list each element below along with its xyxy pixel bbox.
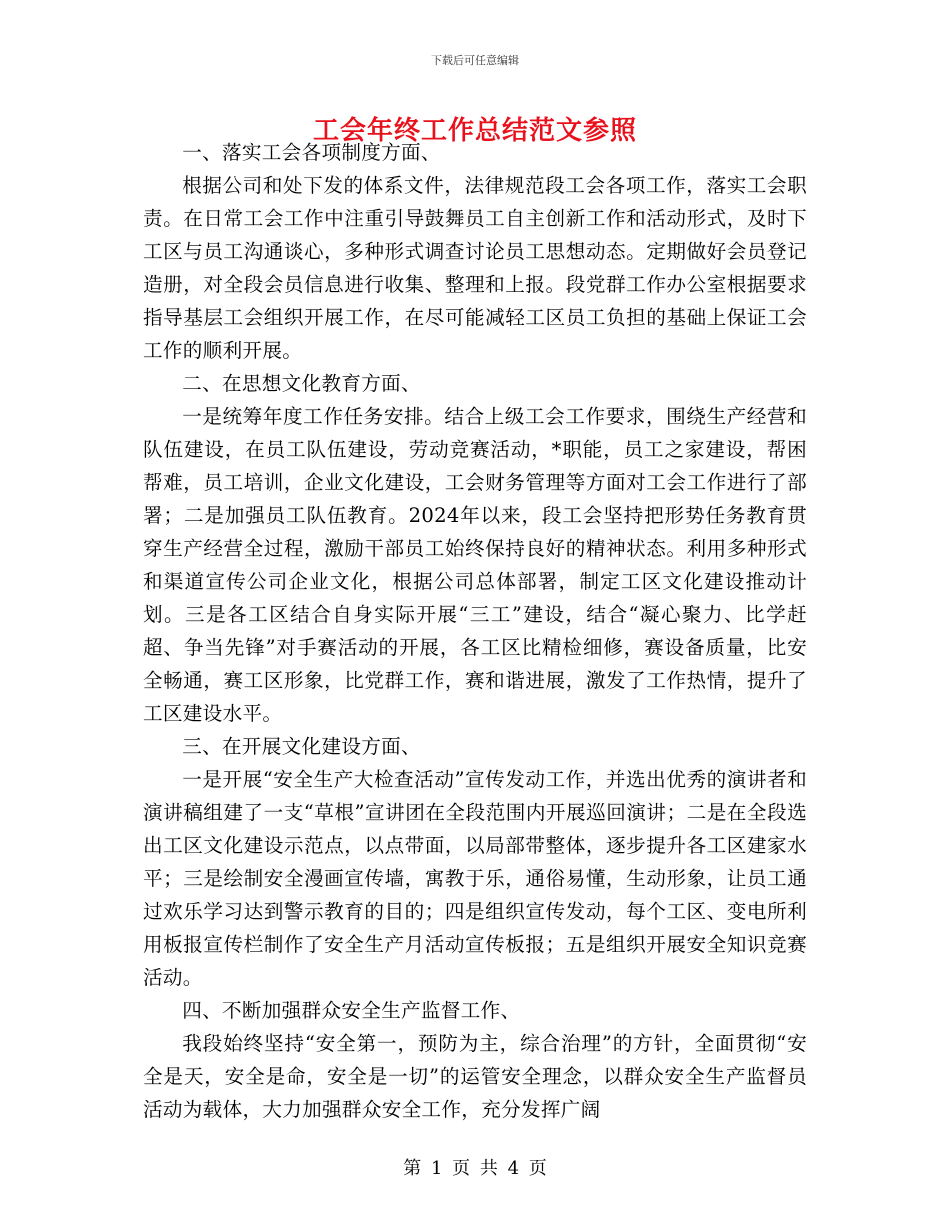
header-note: 下载后可任意编辑 xyxy=(431,54,519,67)
page-number-footer: 第 1 页 共 4 页 xyxy=(403,1158,547,1179)
body-paragraph-1: 根据公司和处下发的体系文件，法律规范段工会各项工作，落实工会职责。在日常工会工作中注重引导鼓舞员工自主创新工作和活动形式，及时下工区与员工沟通谈心，多种形式调查讨论员工思想动态。定期做好会员登记造册，对全段会员信息进行收集、整理和上报。段党群工作办公室根据要求指导基层工会组织开展工作，在尽可能减轻工区员工负担的基础上保证工会工作的顺利开展。 xyxy=(143,174,807,362)
body-paragraph-4: 我段始终坚持“安全第一，预防为主，综合治理”的方针，全面贯彻“安全是天，安全是命，安全是一切”的运管安全理念，以群众安全生产监督员活动为载体，大力加强群众安全工作，充分发挥广阔 xyxy=(143,1032,807,1121)
section-heading-4: 四、不断加强群众安全生产监督工作、 xyxy=(182,999,521,1022)
body-paragraph-3: 一是开展“安全生产大检查活动”宣传发动工作，并选出优秀的演讲者和演讲稿组建了一支“草根”宣讲团在全段范围内开展巡回演讲；二是在全段选出工区文化建设示范点，以点带面，以局部带整体，逐步提升各工区建家水平；三是绘制安全漫画宣传墙，寓教于乐，通俗易懂，生动形象，让员工通过欢乐学习达到警示教育的目的；四是组织宣传发动，每个工区、变电所利用板报宣传栏制作了安全生产月活动宣传板报；五是组织开展安全知识竞赛活动。 xyxy=(143,768,807,989)
section-heading-2: 二、在思想文化教育方面、 xyxy=(182,372,421,395)
section-heading-1: 一、落实工会各项制度方面、 xyxy=(182,141,441,164)
document-body xyxy=(143,136,807,1126)
document-title: 工会年终工作总结范文参照 xyxy=(312,116,637,146)
section-heading-3: 三、在开展文化建设方面、 xyxy=(182,735,421,758)
body-paragraph-2: 一是统筹年度工作任务安排。结合上级工会工作要求，围绕生产经营和队伍建设，在员工队伍建设，劳动竞赛活动，*职能，员工之家建设，帮困帮难，员工培训，企业文化建设，工会财务管理等方面对工会工作进行了部署；二是加强员工队伍教育。2024年以来，段工会坚持把形势任务教育贯穿生产经营全过程，激励干部员工始终保持良好的精神状态。利用多种形式和渠道宣传公司企业文化，根据公司总体部署，制定工区文化建设推动计划。三是各工区结合自身实际开展“三工”建设，结合“凝心聚力、比学赶超、争当先锋”对手赛活动的开展，各工区比精检细修，赛设备质量，比安全畅通，赛工区形象，比党群工作，赛和谐进展，激发了工作热情，提升了工区建设水平。 xyxy=(143,405,807,725)
